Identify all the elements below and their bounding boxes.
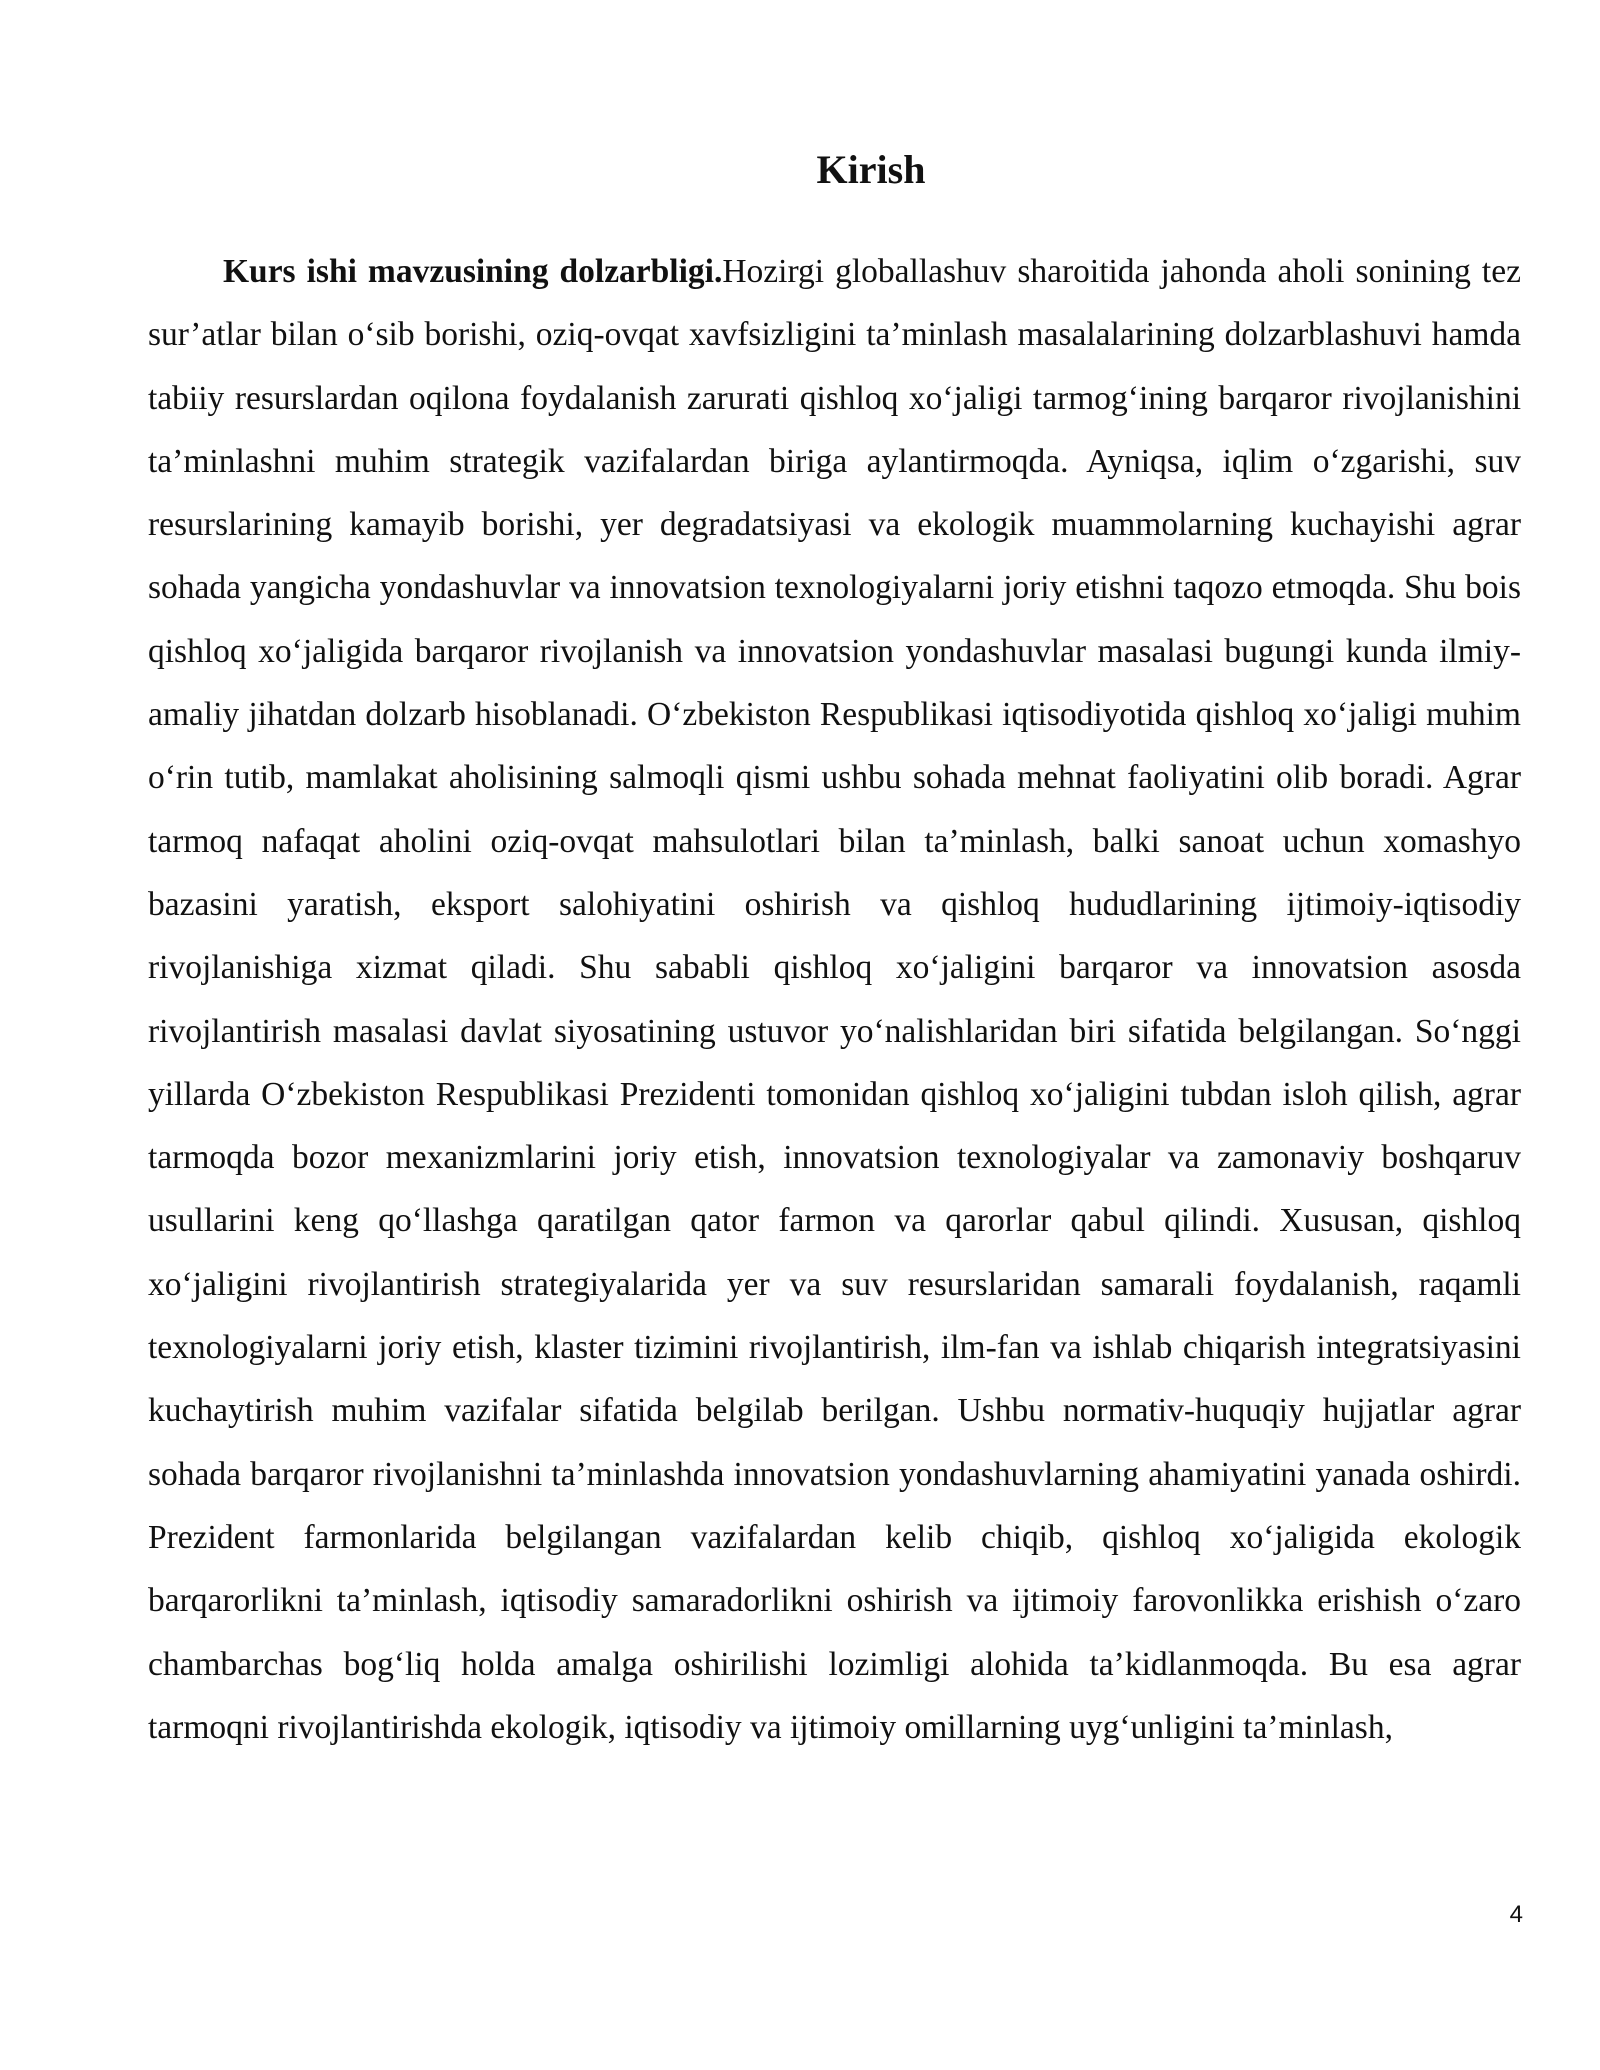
paragraph-text: Hozirgi globallashuv sharoitida jahonda aholi sonining tez sur’atlar bilan o‘sib borishi, oziq-ovqat xavfsizligini ta’minlash masalalarining dolzarblashuvi hamda tabiiy resurslardan oqilona foydalanish zarurati qishloq xo‘jaligi tarmog‘ining barqaror rivojlanishini ta’minlashni muhim strategik vazifalardan biriga aylantirmoqda. Ayniqsa, iqlim o‘zgarishi, suv resurslarining kamayib borishi, yer degradatsiyasi va ekologik muammolarning kuchayishi agrar sohada yangicha yondashuvlar va innovatsion texnologiyalarni joriy etishni taqozo etmoqda. Shu bois qishloq xo‘jaligida barqaror rivojlanish va innovatsion yondashuvlar masalasi bugungi kunda ilmiy-amaliy jihatdan dolzarb hisoblanadi. O‘zbekiston Respublikasi iqtisodiyotida qishloq xo‘jaligi muhim o‘rin tutib, mamlakat aholisining salmoqli qismi ushbu sohada mehnat faoliyatini olib boradi. Agrar tarmoq nafaqat aholini oziq-ovqat mahsulotlari bilan ta’minlash, balki sanoat uchun xomashyo bazasini yaratish, eksport salohiyatini oshirish va qishloq hududlarining ijtimoiy-iqtisodiy rivojlanishiga xizmat qiladi. Shu sababli qishloq xo‘jaligini barqaror va innovatsion asosda rivojlantirish masalasi davlat siyosatining ustuvor yo‘nalishlaridan biri sifatida belgilangan. So‘nggi yillarda O‘zbekiston Respublikasi Prezidenti tomonidan qishloq xo‘jaligini tubdan isloh qilish, agrar tarmoqda bozor mexanizmlarini joriy etish, innovatsion texnologiyalar va zamonaviy boshqaruv usullarini keng qo‘llashga qaratilgan qator farmon va qarorlar qabul qilindi. Xususan, qishloq xo‘jaligini rivojlantirish strategiyalarida yer va suv resurslaridan samarali foydalanish, raqamli texnologiyalarni joriy etish, klaster tizimini rivojlantirish, ilm-fan va ishlab chiqarish integratsiyasini kuchaytirish muhim vazifalar sifatida belgilab berilgan. Ushbu normativ-huquqiy hujjatlar agrar sohada barqaror rivojlanishni ta’minlashda innovatsion yondashuvlarning ahamiyatini yanada oshirdi. Prezident farmonlarida belgilangan vazifalardan kelib chiqib, qishloq xo‘jaligida ekologik barqarorlikni ta’minlash, iqtisodiy samaradorlikni oshirish va ijtimoiy farovonlikka erishish o‘zaro chambarchas bog‘liq holda amalga oshirilishi lozimligi alohida ta’kidlanmoqda. Bu esa agrar tarmoqni rivojlantirishda ekologik, iqtisodiy va ijtimoiy omillarning uyg‘unligini ta’minlash, [148, 253, 1521, 1746]
page-number: 4 [1509, 1901, 1523, 1928]
section-heading: Kirish [816, 147, 926, 192]
paragraph-lead: Kurs ishi mavzusining dolzarbligi. [223, 253, 723, 290]
body-paragraph [148, 240, 1521, 1759]
